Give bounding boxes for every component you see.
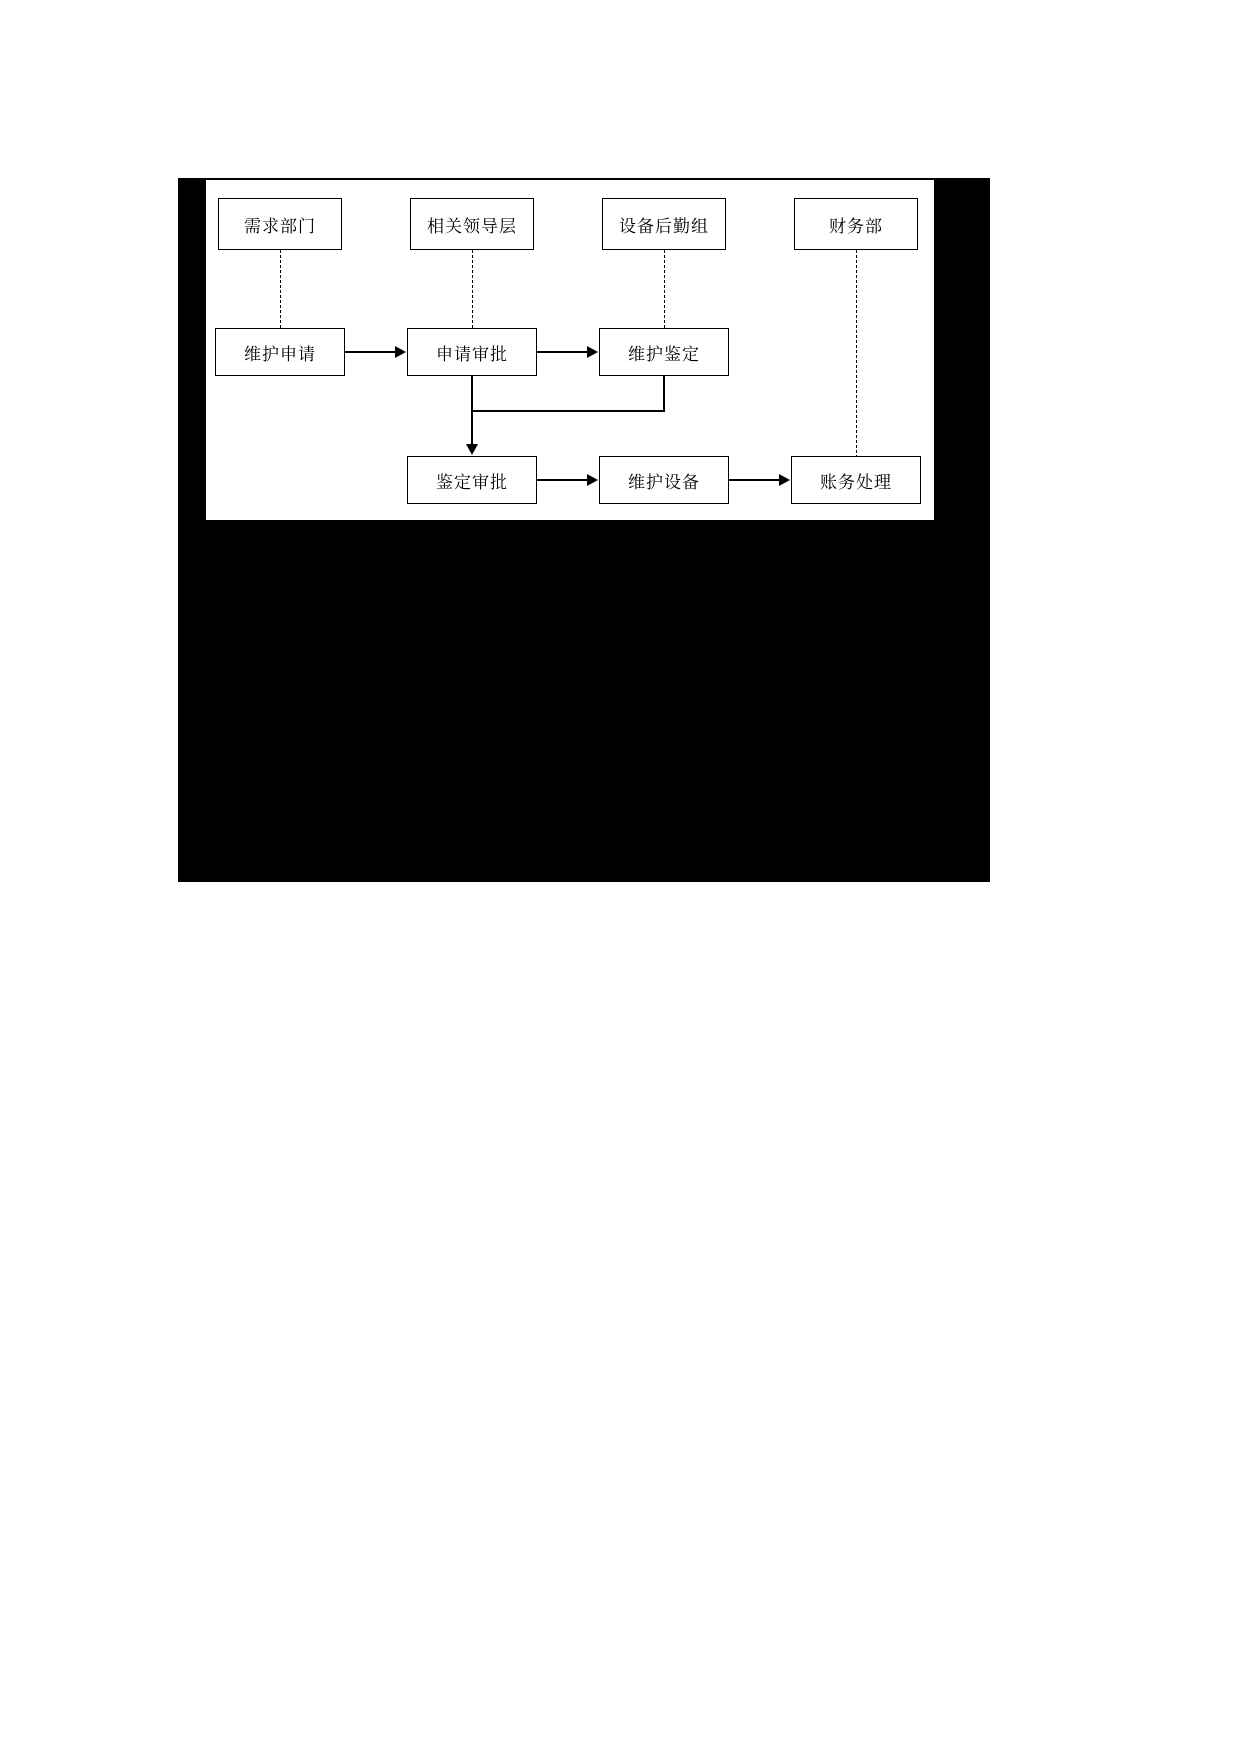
lifeline-leadership (472, 250, 473, 328)
edge-request-to-approval-line (345, 351, 395, 353)
edge-approval-to-appraisal-line (537, 351, 587, 353)
edge-maintain-to-accounting-line (729, 479, 779, 481)
node-request-approval[interactable]: 申请审批 (407, 328, 537, 376)
edge-maintain-to-accounting-arrow (779, 474, 790, 486)
lifeline-equipment-logistics (664, 250, 665, 328)
edge-appraisal-to-approval-vertical-left (471, 376, 473, 444)
node-maintenance-appraisal[interactable]: 维护鉴定 (599, 328, 729, 376)
lane-header-finance-department: 财务部 (794, 198, 918, 250)
lane-header-leadership: 相关领导层 (410, 198, 534, 250)
edge-appraisal-to-approval-vertical-right (663, 376, 665, 412)
node-accounting-processing[interactable]: 账务处理 (791, 456, 921, 504)
edge-appraisal-to-approval-arrow (466, 444, 478, 455)
lane-header-demand-department: 需求部门 (218, 198, 342, 250)
lane-header-equipment-logistics: 设备后勤组 (602, 198, 726, 250)
edge-request-to-approval-arrow (395, 346, 406, 358)
node-maintain-equipment[interactable]: 维护设备 (599, 456, 729, 504)
lifeline-finance-department (856, 250, 857, 458)
edge-approval-to-maintain-line (537, 479, 587, 481)
edge-appraisal-to-approval-horizontal (471, 410, 665, 412)
edge-approval-to-maintain-arrow (587, 474, 598, 486)
edge-approval-to-appraisal-arrow (587, 346, 598, 358)
flowchart-canvas (206, 180, 934, 520)
node-appraisal-approval[interactable]: 鉴定审批 (407, 456, 537, 504)
node-maintenance-request[interactable]: 维护申请 (215, 328, 345, 376)
lifeline-demand-department (280, 250, 281, 328)
